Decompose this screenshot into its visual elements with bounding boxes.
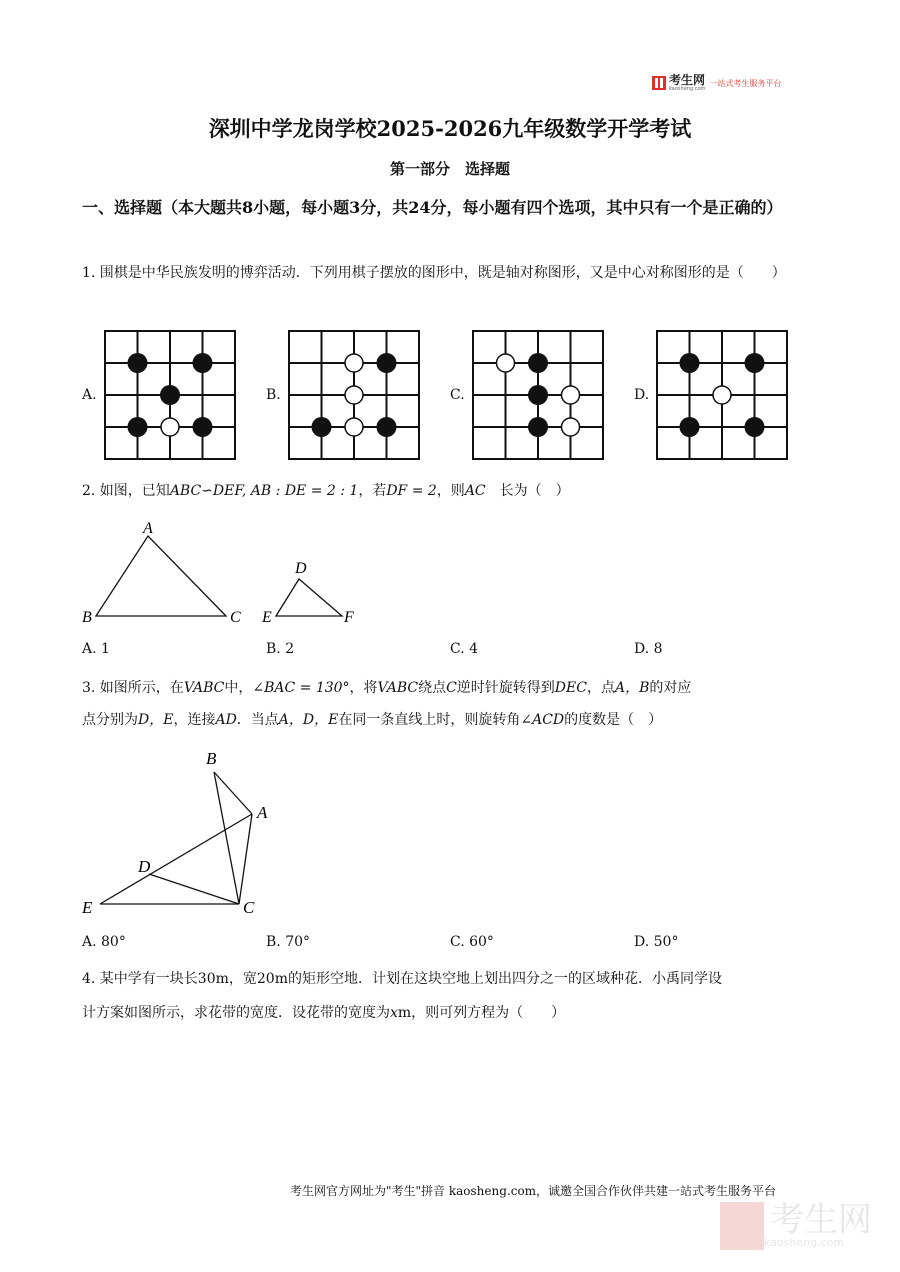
segment-BA — [214, 772, 252, 814]
q3-l2-b: D，E — [138, 712, 174, 728]
black-stone — [377, 417, 397, 437]
q3-l2-e: ．当点 — [236, 712, 279, 728]
watermark — [720, 1202, 872, 1250]
triangle-abc — [96, 536, 226, 616]
q3-option-b: B. 70° — [266, 934, 311, 950]
segment-BC — [214, 772, 239, 904]
q2-text-f: ，则 — [436, 483, 465, 499]
watermark-url: kaosheng.com — [764, 1236, 845, 1249]
segment-EA — [100, 814, 252, 904]
go-board-c — [472, 330, 604, 460]
q3-l2-a: 点分别为 — [82, 712, 138, 728]
logo-slogan: 一站式考生服务平台 — [709, 78, 782, 88]
q3-l2-f: A，D，E — [278, 712, 339, 728]
q3-l1-g: 绕点 — [418, 680, 447, 696]
q3-l1-k: ，点 — [586, 680, 615, 696]
watermark-text: 考生网 — [770, 1200, 872, 1240]
q1-option-d-label: D. — [634, 387, 650, 403]
q3-l1-a: 3. 如图所示，在 — [82, 680, 184, 696]
label-B: B — [206, 749, 217, 768]
white-stone — [345, 354, 363, 372]
triangle-def — [276, 579, 342, 616]
q1-option-a-label: A. — [82, 387, 97, 403]
go-board-b — [288, 330, 420, 460]
q2-text-g: AC — [464, 483, 486, 499]
black-stone — [193, 417, 213, 437]
q2-text-h: 长为（ ） — [485, 483, 570, 499]
q3-l2-c: ，连接 — [173, 712, 216, 728]
label-D: D — [295, 560, 307, 577]
black-stone — [680, 417, 700, 437]
label-F: F — [344, 609, 354, 626]
black-stone — [377, 353, 397, 373]
black-stone — [680, 353, 700, 373]
q2-option-a: A. 1 — [82, 641, 110, 657]
label-D: D — [138, 857, 151, 876]
black-stone — [745, 353, 765, 373]
q3-l1-j: DEC — [554, 680, 587, 696]
black-stone — [312, 417, 332, 437]
page-title: 深圳中学龙岗学校2025-2026九年级数学开学考试 — [208, 116, 692, 141]
q1-option-c-label: C. — [450, 387, 465, 403]
q4-l2-c: m，则可列方程为（ ） — [397, 1005, 566, 1021]
logo-name — [669, 72, 706, 92]
q3-option-a: A. 80° — [82, 934, 126, 950]
white-stone — [345, 386, 363, 404]
go-board-d — [656, 330, 788, 460]
black-stone — [193, 353, 213, 373]
label-E: E — [82, 898, 93, 917]
q4-l2-b: x — [390, 1005, 398, 1021]
q3-l2-g: 在同一条直线上时，则旋转角 — [338, 712, 521, 728]
q2-text-b: ABC∽ — [169, 483, 213, 499]
q3-l2-h: ∠ACD — [520, 712, 565, 728]
q2-option-d: D. 8 — [634, 641, 663, 657]
white-stone — [562, 386, 580, 404]
q3-l1-i: 逆时针旋转得到 — [456, 680, 555, 696]
label-C: C — [230, 609, 241, 626]
q1-option-b-label: B. — [266, 387, 281, 403]
q3-l1-l: A，B — [614, 680, 650, 696]
logo-url: kaosheng.com — [669, 85, 706, 92]
black-stone — [128, 353, 148, 373]
white-stone — [345, 418, 363, 436]
q3-l1-f: VABC — [377, 680, 419, 696]
q3-l1-b: VABC — [183, 680, 225, 696]
black-stone — [160, 385, 180, 405]
q2-option-c: C. 4 — [450, 641, 479, 657]
q3-l2-d: AD — [215, 712, 237, 728]
segment-DC — [149, 874, 239, 904]
q3-l2-i: 的度数是（ ） — [564, 712, 663, 728]
label-B: B — [82, 609, 92, 626]
white-stone — [497, 354, 515, 372]
question-3-line-2 — [82, 705, 822, 735]
q2-option-b: B. 2 — [266, 641, 295, 657]
label-C: C — [243, 898, 255, 917]
watermark-logo-icon — [720, 1202, 764, 1250]
white-stone — [562, 418, 580, 436]
q2-text-d: ，若 — [358, 483, 387, 499]
q2-text-c: DEF, AB : DE = 2 : 1 — [212, 483, 359, 499]
footer-text: 考生网官方网址为"考生"拼音 kaosheng.com，诚邀全国合作伙伴共建一站式考生服务平台 — [290, 1184, 777, 1198]
black-stone — [528, 385, 548, 405]
black-stone — [128, 417, 148, 437]
q3-l1-e: ，将 — [349, 680, 378, 696]
white-stone — [713, 386, 731, 404]
q4-l2-a: 计方案如图所示，求花带的宽度．设花带的宽度为 — [82, 1005, 390, 1021]
label-A: A — [257, 803, 268, 822]
question-3-line-1 — [82, 673, 822, 703]
question-1-text: 1. 围棋是中华民族发明的博弈活动．下列用棋子摆放的图形中，既是轴对称图形，又是中心对称图形的是（ ） — [82, 265, 786, 281]
q3-option-d: D. 50° — [634, 934, 679, 950]
question-4-line-2 — [82, 998, 822, 1028]
label-A: A — [143, 520, 153, 537]
black-stone — [745, 417, 765, 437]
q2-text-e: DF = 2 — [386, 483, 437, 499]
q2-text-a: 2. 如图，已知 — [82, 483, 170, 499]
q3-rotation-figure — [78, 742, 278, 922]
question-4-line-1: 4. 某中学有一块长30m，宽20m的矩形空地．计划在这块空地上划出四分之一的区域种花．小禹同学设 — [82, 971, 722, 987]
header-logo — [652, 74, 781, 92]
q3-l1-h: C — [446, 680, 457, 696]
q3-l1-c: 中， — [224, 680, 253, 696]
section-heading: 一、选择题（本大题共8小题，每小题3分，共24分，每小题有四个选项，其中只有一个是正确的） — [82, 198, 783, 217]
go-board-a — [104, 330, 236, 460]
part-title: 第一部分 选择题 — [389, 160, 510, 178]
q3-l1-d: ∠BAC = 130° — [252, 680, 350, 696]
question-2-text — [82, 476, 822, 506]
segment-AC — [239, 814, 252, 904]
q3-l1-m: 的对应 — [649, 680, 692, 696]
kaosheng-logo-icon — [652, 76, 666, 90]
logo-name-text: 考生网 — [669, 72, 706, 87]
white-stone — [161, 418, 179, 436]
black-stone — [528, 353, 548, 373]
label-E: E — [262, 609, 272, 626]
black-stone — [528, 417, 548, 437]
q2-triangles-figure — [80, 515, 380, 630]
q3-option-c: C. 60° — [450, 934, 494, 950]
